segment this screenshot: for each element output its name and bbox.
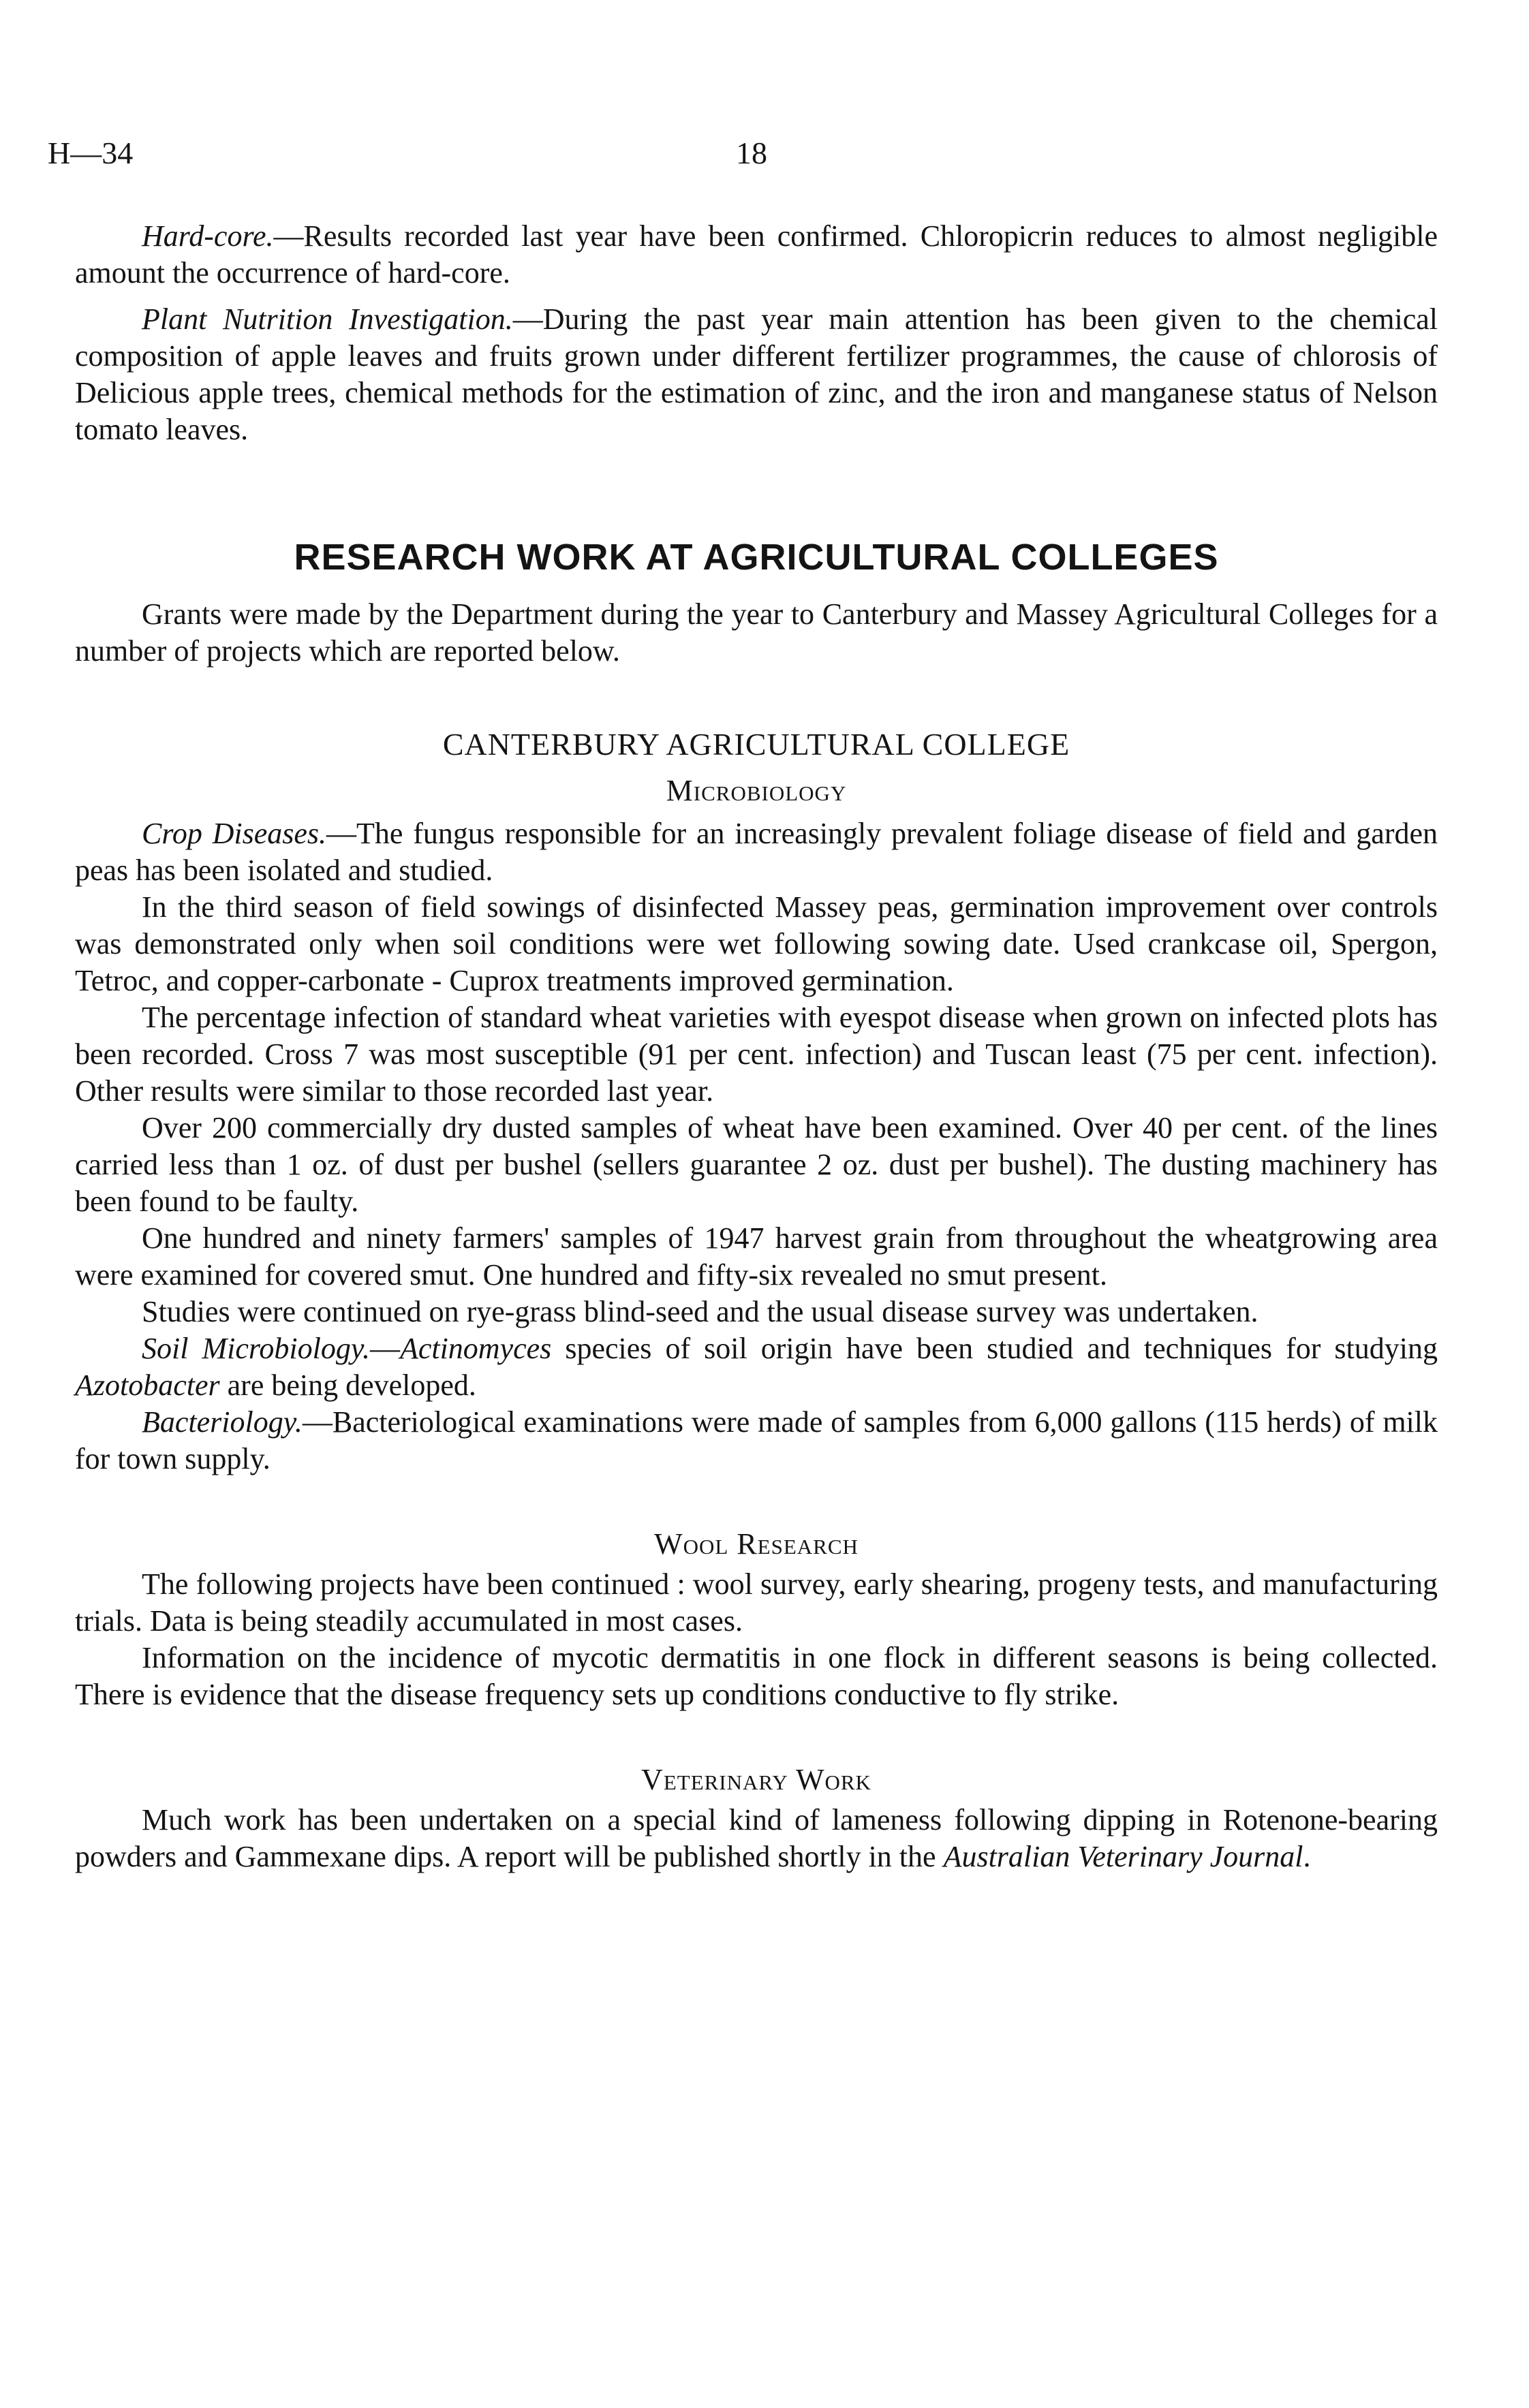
azotobacter-term: Azotobacter [75,1369,220,1402]
actinomyces-term: Actinomyces [399,1332,552,1365]
microbiology-paragraph: The percentage infection of standard wheat varieties with eyespot disease when grown on infected plots has been recorded. Cross 7 was most susceptible (91 per cent. infection) and Tuscan least (75 per cent. infection). Other results were similar to those recorded last year. [75,1001,1438,1108]
microbiology-heading: Microbiology [666,774,847,807]
microbiology-paragraph: In the third season of field sowings of disinfected Massey peas, germination improvement over controls was demonstrated only when soil conditions were wet following sowing date. Used crankcase oil, Spergon, Tetroc, and copper-carbonate - Cuprox treatments improved germination. [75,890,1438,997]
document-code: H—34 [48,136,134,170]
main-heading: RESEARCH WORK AT AGRICULTURAL COLLEGES [294,537,1219,578]
bacteriology-text: —Bacteriological examinations were made of samples from 6,000 gallons (115 herds) of milk for town supply. [75,1405,1438,1475]
hard-core-paragraph [75,218,1438,292]
veterinary-text: Much work has been undertaken on a special kind of lameness following dipping in Rotenone-bearing powders and Gammexane dips. A report will be published shortly in the [75,1803,1438,1873]
microbiology-paragraph: One hundred and ninety farmers' samples of 1947 harvest grain from throughout the wheatgrowing area were examined for covered smut. One hundred and fifty-six revealed no smut present. [75,1221,1438,1292]
bacteriology-lead: Bacteriology. [142,1405,303,1439]
veterinary-end: . [1303,1840,1311,1873]
hard-core-text: —Results recorded last year have been confirmed. Chloropicrin reduces to almost negligible amount the occurrence of hard-core. [75,219,1438,290]
college-heading: CANTERBURY AGRICULTURAL COLLEGE [442,727,1070,762]
hard-core-lead: Hard-core. [142,219,274,253]
page-number: 18 [736,136,767,170]
soil-end: are being developed. [219,1369,476,1402]
bacteriology-paragraph [75,1404,1438,1477]
wool-paragraph: Information on the incidence of mycotic dermatitis in one flock in different seasons is being collected. There is evidence that the disease frequency sets up conditions conductive to fly strike. [75,1641,1438,1711]
wool-research-heading: Wool Research [654,1527,859,1561]
soil-microbiology-lead: Soil Microbiology. [142,1332,370,1365]
microbiology-paragraph: Studies were continued on rye-grass blind-seed and the usual disease survey was undertaken. [142,1295,1258,1328]
plant-nutrition-lead: Plant Nutrition Investigation. [142,302,513,336]
wool-paragraph: The following projects have been continued : wool survey, early shearing, progeny tests, and manufacturing trials. Data is being steadily accumulated in most cases. [75,1567,1438,1638]
plant-nutrition-text: —During the past year main attention has been given to the chemical composition of apple leaves and fruits grown under different fertilizer programmes, the cause of chlorosis of Delicious apple trees, chemical methods for the estimation of zinc, and the iron and manganese status of Nelson tomato leaves. [75,302,1438,446]
soil-microbiology-paragraph [75,1330,1438,1404]
crop-diseases-text: —The fungus responsible for an increasingly prevalent foliage disease of field and garden peas has been isolated and studied. [75,817,1438,887]
page-body [75,133,1438,1875]
soil-dash: — [369,1332,400,1365]
plant-nutrition-paragraph [75,301,1438,448]
veterinary-heading: Veterinary Work [641,1763,871,1796]
veterinary-paragraph [75,1802,1438,1875]
crop-diseases-paragraph [75,815,1438,889]
main-intro: Grants were made by the Department during the year to Canterbury and Massey Agricultural Colleges for a number of projects which are reported below. [75,597,1438,668]
soil-text: species of soil origin have been studied and techniques for studying [551,1332,1438,1365]
microbiology-paragraph: Over 200 commercially dry dusted samples of wheat have been examined. Over 40 per cent. of the lines carried less than 1 oz. of dust per bushel (sellers guarantee 2 oz. dust per bushel). The dusting machinery has been found to be faulty. [75,1111,1438,1218]
journal-title: Australian Veterinary Journal [943,1840,1303,1873]
crop-diseases-lead: Crop Diseases. [142,817,327,850]
